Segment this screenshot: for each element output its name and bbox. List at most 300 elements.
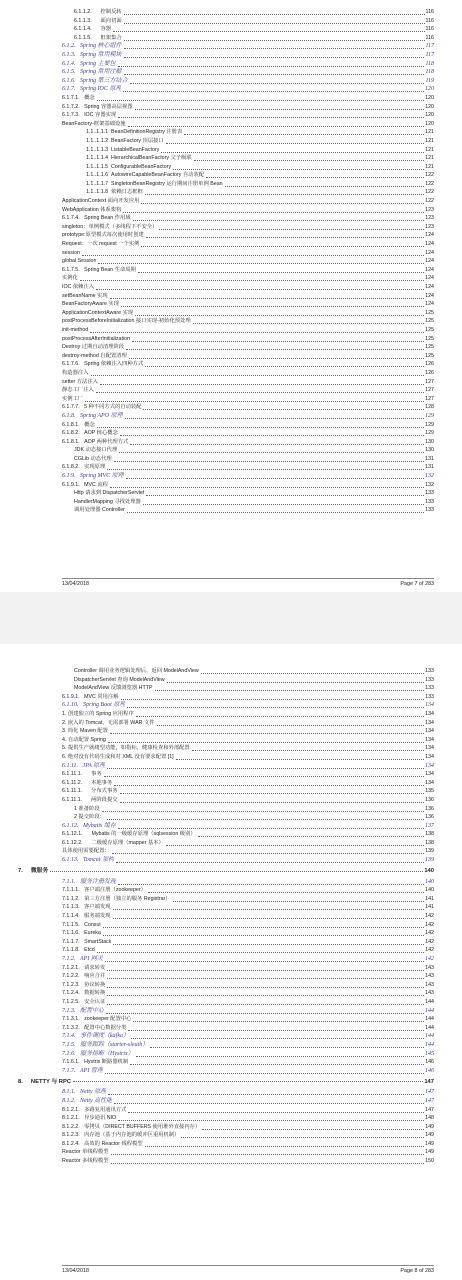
footer-date: 13/04/2018	[62, 1268, 89, 1274]
toc-entry-page: 134	[425, 719, 434, 726]
toc-entry-page: 123	[425, 223, 434, 230]
toc-entry[interactable]	[74, 17, 434, 26]
toc-entry-page: 120	[425, 112, 434, 119]
toc-entry[interactable]	[62, 886, 434, 895]
toc-entry-title: 5. 提供生产就绪型功能，如指标，健康检查和外部配置	[62, 745, 190, 752]
dot-leader	[97, 100, 424, 101]
toc-entry-title: 1. 创建独立的 Spring 应用程序	[62, 710, 134, 717]
toc-entry[interactable]	[62, 878, 434, 887]
dot-leader	[161, 152, 424, 153]
toc-entry[interactable]	[62, 412, 434, 421]
dot-leader	[130, 1064, 424, 1065]
toc-entry[interactable]	[62, 335, 434, 344]
dot-leader	[110, 298, 425, 299]
toc-entry-page: 147	[425, 1089, 434, 1096]
toc-entry[interactable]	[62, 386, 434, 395]
dot-leader	[112, 853, 424, 854]
toc-entry[interactable]	[62, 938, 434, 947]
toc-entry[interactable]	[62, 326, 434, 335]
dot-leader	[106, 1013, 424, 1014]
toc-entry[interactable]	[62, 223, 434, 232]
toc-entry[interactable]	[62, 257, 434, 266]
toc-entry-page: 118	[425, 69, 434, 76]
toc-entry-page: 134	[425, 771, 434, 778]
toc-entry-title: 6.1.7.7. 5 种不同方式的自动装配	[62, 404, 142, 411]
toc-entry-page: 124	[425, 292, 434, 299]
toc-entry-page: 138	[425, 831, 434, 838]
toc-entry-title: destroy-method 自配置清理	[62, 352, 127, 359]
toc-entry[interactable]	[62, 796, 434, 805]
toc-entry-title: 7.1.1.7. SmartStack	[62, 938, 112, 945]
toc-entry[interactable]	[62, 51, 434, 60]
toc-entry-page: 120	[425, 103, 434, 110]
toc-entry-page: 120	[425, 120, 434, 127]
dot-leader	[107, 995, 424, 996]
dot-leader	[96, 392, 424, 393]
toc-entry-title: 6.1.8.2. AOP 核心概念	[62, 430, 118, 437]
dot-leader	[206, 177, 424, 178]
dot-leader	[145, 194, 424, 195]
toc-entry-title: 6.1.6. Spring 第三方结合	[62, 77, 128, 84]
toc-entry-page: 121	[425, 146, 434, 153]
toc-entry-page: 124	[425, 275, 434, 282]
toc-entry-page: 142	[425, 930, 434, 937]
toc-entry[interactable]	[62, 240, 434, 249]
toc-entry-title: 7.1.2.2. 响应合并	[62, 973, 106, 980]
toc-entry-title: 6.1.5. Spring 常用注解	[62, 69, 122, 76]
toc-entry[interactable]	[62, 1015, 434, 1024]
toc-entry[interactable]	[62, 395, 434, 404]
toc-entry-page: 131	[425, 455, 434, 462]
toc-entry-title: 6.1.2. Spring 核心组件	[62, 43, 122, 50]
toc-entry[interactable]	[62, 206, 434, 215]
toc-entry[interactable]	[62, 1088, 434, 1097]
toc-entry-title: 1.1..1.1.3 ListableBeanFactory	[86, 146, 160, 153]
toc-entry[interactable]	[62, 753, 434, 762]
dot-leader	[146, 495, 424, 496]
dot-leader	[127, 707, 424, 708]
toc-entry-title: 6.1.1.3. 面向切面	[74, 17, 122, 24]
toc-entry[interactable]	[62, 822, 434, 831]
toc-entry-page: 141	[425, 904, 434, 911]
toc-entry[interactable]	[74, 25, 434, 34]
toc-entry-page: 133	[425, 490, 434, 497]
dot-leader	[107, 1004, 424, 1005]
toc-entry-title: 6.1.11.1. 两阶段提交	[62, 796, 118, 803]
toc-entry-title: 7.1.5. 服务跟踪（starter-sleuth）	[62, 1041, 149, 1048]
toc-entry[interactable]	[86, 137, 434, 146]
toc-entry[interactable]	[62, 266, 434, 275]
dot-leader	[202, 1129, 424, 1130]
toc-entry[interactable]	[62, 94, 434, 103]
toc-entry-page: 145	[425, 1050, 434, 1057]
toc-entry-title: postProcessAfterInitialization	[62, 335, 131, 342]
toc-entry-page: 122	[425, 198, 434, 205]
toc-entry[interactable]	[62, 972, 434, 981]
toc-entry[interactable]	[62, 343, 434, 352]
dot-leader	[123, 212, 424, 213]
toc-entry-title: 7.1.3. 配置中心	[62, 1007, 105, 1014]
toc-entry-title: 6.1.8.2. 实现原理	[62, 464, 106, 471]
toc-entry[interactable]	[62, 998, 434, 1007]
toc-entry-page: 134	[425, 736, 434, 743]
toc-entry[interactable]	[18, 1075, 434, 1088]
toc-entry-page: 142	[425, 913, 434, 920]
toc-entry[interactable]	[74, 506, 434, 515]
toc-entry[interactable]	[62, 770, 434, 779]
document-page-7	[0, 0, 462, 592]
toc-entry[interactable]	[62, 1097, 434, 1106]
toc-entry[interactable]	[86, 163, 434, 172]
toc-entry[interactable]	[18, 865, 434, 878]
toc-entry[interactable]	[62, 847, 434, 856]
toc-entry-title: 1.1..1.1.1 BeanDefinitionRegistry 注册表	[86, 129, 183, 136]
toc-entry-page: 139	[425, 848, 434, 855]
toc-entry[interactable]	[62, 903, 434, 912]
toc-entry[interactable]	[62, 946, 434, 955]
toc-entry-page: 133	[425, 498, 434, 505]
toc-entry[interactable]	[74, 446, 434, 455]
toc-entry-title: 6.1.1.2. 控制反转	[74, 9, 122, 15]
toc-entry[interactable]	[62, 693, 434, 702]
toc-entry[interactable]	[62, 1007, 434, 1016]
toc-entry-page: 125	[425, 309, 434, 316]
toc-entry[interactable]	[62, 895, 434, 904]
dot-leader	[167, 682, 425, 683]
toc-entry-title: BeanFactoryAware 实现	[62, 301, 120, 308]
dot-leader	[107, 819, 424, 820]
dot-leader	[131, 1038, 424, 1039]
toc-entry-title: 8.1.2.1. 多路复用通讯方式	[62, 1106, 127, 1113]
toc-entry-title: 调用处理器 Controller	[74, 507, 125, 514]
toc-entry-page: 127	[425, 378, 434, 385]
toc-entry-page: 132	[425, 473, 434, 480]
toc-entry[interactable]	[62, 1114, 434, 1123]
toc-entry-page: 135	[425, 788, 434, 795]
dot-leader	[129, 358, 424, 359]
toc-entry-page: 125	[425, 335, 434, 342]
toc-entry[interactable]	[86, 128, 434, 137]
toc-entry-page: 134	[425, 710, 434, 717]
toc-entry[interactable]	[86, 146, 434, 155]
toc-entry-page: 147	[424, 1078, 434, 1085]
toc-entry-title: 6.1.13. Tomcat 架构	[62, 857, 114, 864]
toc-entry-page: 134	[425, 702, 434, 709]
toc-entry[interactable]	[62, 981, 434, 990]
dot-leader	[157, 725, 425, 726]
toc-entry-page: 127	[425, 387, 434, 394]
dot-leader	[113, 909, 425, 910]
toc-entry-title: 7.1.2.4. 数据转换	[62, 990, 106, 997]
toc-entry[interactable]	[74, 684, 434, 693]
dot-leader	[121, 699, 425, 700]
toc-entry[interactable]	[62, 762, 434, 771]
toc-entry[interactable]	[62, 472, 434, 481]
toc-entry[interactable]	[86, 154, 434, 163]
toc-entry-title: 7. 微服务	[18, 867, 49, 874]
toc-entry[interactable]	[62, 1050, 434, 1059]
toc-list	[62, 8, 434, 515]
toc-entry[interactable]	[62, 1140, 434, 1149]
toc-entry[interactable]	[62, 1041, 434, 1050]
toc-entry[interactable]	[62, 120, 434, 129]
toc-entry-title: 实例工厂	[62, 395, 84, 402]
toc-entry[interactable]	[62, 85, 434, 94]
toc-entry-page: 121	[425, 129, 434, 136]
toc-entry-title: 2 提交阶段：	[74, 814, 105, 821]
toc-entry[interactable]	[62, 317, 434, 326]
toc-entry[interactable]	[62, 929, 434, 938]
dot-leader	[181, 1137, 424, 1138]
toc-entry[interactable]	[62, 429, 434, 438]
toc-entry[interactable]	[62, 964, 434, 973]
toc-entry-title: 8.1.2.3. 内存池（基于内存池的缓冲区重用机制）	[62, 1132, 180, 1139]
toc-entry[interactable]	[62, 1148, 434, 1157]
toc-entry-title: Reactor 单线程模型	[62, 1149, 109, 1156]
toc-entry[interactable]	[62, 912, 434, 921]
dot-leader	[150, 1047, 424, 1048]
toc-entry[interactable]	[62, 60, 434, 69]
dot-leader	[107, 978, 424, 979]
toc-entry[interactable]	[62, 68, 434, 77]
toc-entry-title: 6.1.7.2. Spring 容器高层视图	[62, 103, 133, 110]
toc-entry-page: 120	[425, 94, 434, 101]
toc-entry[interactable]	[74, 489, 434, 498]
dot-leader	[114, 785, 424, 786]
toc-entry[interactable]	[62, 403, 434, 412]
toc-entry-title: postProcessBeforeInitialization 接口实现-初始化预处理	[62, 318, 191, 325]
toc-entry[interactable]	[62, 438, 434, 447]
toc-entry[interactable]	[74, 455, 434, 464]
toc-entry[interactable]	[62, 463, 434, 472]
toc-entry[interactable]	[62, 421, 434, 430]
toc-entry[interactable]	[62, 719, 434, 728]
dot-leader	[135, 315, 424, 316]
dot-leader	[96, 289, 424, 290]
toc-entry-title: singleton：单例模式（多线程下不安全）	[62, 223, 158, 230]
toc-entry-title: 8.1.2.4. 高效的 Reactor 线程模型	[62, 1140, 143, 1147]
toc-entry-title: ApplicationContextAware 实现	[62, 309, 134, 316]
toc-entry-title: 6.1.10. Spring Boot 原理	[62, 702, 126, 709]
toc-entry[interactable]	[62, 42, 434, 51]
toc-entry[interactable]	[62, 779, 434, 788]
toc-entry-page: 143	[425, 990, 434, 997]
toc-entry-title: 7.1.1.6. Eureka	[62, 930, 101, 937]
toc-entry-title: 6.1.8.1. 概念	[62, 421, 95, 428]
toc-entry[interactable]	[62, 360, 434, 369]
toc-entry[interactable]	[62, 744, 434, 753]
toc-entry[interactable]	[74, 667, 434, 676]
dot-leader	[135, 109, 425, 110]
toc-entry-page: 133	[425, 693, 434, 700]
toc-entry-page: 124	[425, 232, 434, 239]
toc-entry[interactable]	[62, 283, 434, 292]
toc-entry[interactable]	[62, 727, 434, 736]
dot-leader	[113, 918, 425, 919]
toc-entry[interactable]	[62, 921, 434, 930]
dot-leader	[143, 504, 424, 505]
toc-entry[interactable]	[62, 830, 434, 839]
dot-leader	[128, 1030, 424, 1031]
toc-entry-title: Http 请求到 DispatcherServlet	[74, 490, 145, 497]
toc-entry-page: 125	[425, 352, 434, 359]
toc-entry-title: prototype:原型模式每次使用时创建	[62, 232, 144, 239]
toc-entry-page: 142	[425, 921, 434, 928]
toc-entry[interactable]	[62, 787, 434, 796]
toc-entry[interactable]	[62, 481, 434, 490]
toc-entry[interactable]	[74, 34, 434, 43]
dot-leader	[118, 828, 424, 829]
toc-entry[interactable]	[74, 8, 434, 17]
toc-entry-title: session	[62, 249, 80, 256]
toc-entry[interactable]	[62, 231, 434, 240]
toc-entry-title: 8.1.2.1. 异步通讯 NIO	[62, 1115, 117, 1122]
toc-entry[interactable]	[62, 1106, 434, 1115]
toc-entry[interactable]	[62, 249, 434, 258]
toc-entry-page: 134	[425, 762, 434, 769]
dot-leader	[105, 961, 424, 962]
dot-leader	[104, 776, 425, 777]
dot-leader	[124, 40, 425, 41]
page-footer	[62, 578, 434, 587]
dot-leader	[50, 871, 423, 872]
toc-entry-page: 125	[425, 318, 434, 325]
toc-entry-page: 124	[425, 249, 434, 256]
toc-entry-page: 143	[425, 973, 434, 980]
toc-entry-page: 147	[425, 1097, 434, 1104]
toc-entry-page: 133	[425, 685, 434, 692]
toc-entry[interactable]	[86, 180, 434, 189]
dot-leader	[107, 970, 424, 971]
dot-leader	[130, 444, 424, 445]
toc-entry-page: 132	[425, 481, 434, 488]
toc-entry[interactable]	[62, 197, 434, 206]
toc-entry[interactable]	[86, 171, 434, 180]
toc-entry-page: 116	[425, 9, 434, 15]
toc-entry-page: 118	[425, 60, 434, 67]
toc-entry-page: 117	[425, 51, 434, 58]
dot-leader	[127, 512, 424, 513]
toc-entry-title: 6.1.1.5. 框架集合	[74, 34, 122, 41]
toc-entry[interactable]	[62, 103, 434, 112]
toc-entry-title: 6.1.7.6. Spring 依赖注入四种方式	[62, 361, 144, 368]
toc-entry[interactable]	[62, 1024, 434, 1033]
toc-entry-page: 124	[425, 301, 434, 308]
toc-entry-page: 124	[425, 241, 434, 248]
toc-entry-title: 6.1.7.3. IOC 容器实现	[62, 112, 117, 119]
dot-leader	[108, 742, 424, 743]
toc-entry-page: 140	[424, 867, 434, 874]
toc-entry[interactable]	[74, 805, 434, 814]
toc-entry[interactable]	[62, 352, 434, 361]
toc-entry[interactable]	[62, 369, 434, 378]
dot-leader	[145, 1146, 425, 1147]
toc-entry-page: 116	[425, 26, 434, 33]
dot-leader	[124, 23, 425, 24]
footer-page-number: Page 8 of 283	[400, 1268, 434, 1274]
toc-entry[interactable]	[62, 1058, 434, 1067]
dot-leader	[118, 66, 425, 67]
toc-entry-page: 144	[425, 1016, 434, 1023]
toc-entry-page: 146	[425, 1059, 434, 1066]
toc-entry-title: Controller 调用业务逻辑处理后，返回 ModelAndView	[74, 668, 199, 674]
toc-entry[interactable]	[62, 1123, 434, 1132]
toc-entry[interactable]	[62, 736, 434, 745]
toc-entry-page: 125	[425, 326, 434, 333]
toc-entry[interactable]	[62, 1032, 434, 1041]
dot-leader	[225, 186, 425, 187]
toc-entry-title: 1 准备阶段	[74, 805, 100, 812]
toc-entry-page: 134	[425, 779, 434, 786]
toc-entry[interactable]	[86, 188, 434, 197]
toc-entry-title: 7.1.7. API 管理	[62, 1067, 103, 1074]
toc-entry[interactable]	[62, 1067, 434, 1076]
toc-entry[interactable]	[74, 498, 434, 507]
toc-entry-title: 6.1.11.1. 事务	[62, 771, 102, 778]
toc-entry[interactable]	[62, 77, 434, 86]
toc-entry[interactable]	[74, 676, 434, 685]
toc-entry-page: 134	[425, 728, 434, 735]
toc-entry[interactable]	[62, 309, 434, 318]
toc-entry[interactable]	[62, 701, 434, 710]
toc-entry-title: 7.1.2.1. 请求转发	[62, 964, 106, 971]
toc-entry[interactable]	[62, 378, 434, 387]
dot-leader	[103, 927, 425, 928]
toc-entry-title: setter 方法注入	[62, 378, 98, 385]
toc-entry[interactable]	[62, 955, 434, 964]
toc-entry[interactable]	[62, 300, 434, 309]
dot-leader	[176, 759, 425, 760]
toc-entry-page: 136	[425, 805, 434, 812]
toc-entry[interactable]	[62, 214, 434, 223]
toc-entry-title: 6.1.12.2. 二级缓存原理（mapper 基本）	[62, 839, 164, 846]
toc-entry-title: setBeanName 实现	[62, 292, 108, 299]
toc-entry[interactable]	[62, 989, 434, 998]
toc-entry-title: 实例化	[62, 275, 78, 282]
toc-entry-page: 130	[425, 447, 434, 454]
toc-entry-page: 150	[425, 1158, 434, 1165]
toc-entry-title: 7.1.1.4. 服务端发现	[62, 913, 111, 920]
toc-entry-title: 2. 嵌入的 Tomcat，无需部署 WAR 文件	[62, 719, 155, 726]
toc-entry[interactable]	[62, 839, 434, 848]
toc-entry-title: 7.1.6.1. Hystrix 断路器机制	[62, 1059, 129, 1066]
toc-entry[interactable]	[62, 710, 434, 719]
toc-entry-title: 6.1.12. Mybatis 缓存	[62, 822, 116, 829]
toc-entry[interactable]	[62, 111, 434, 120]
toc-entry[interactable]	[62, 1131, 434, 1140]
toc-entry-page: 144	[425, 1007, 434, 1014]
toc-entry[interactable]	[74, 813, 434, 822]
toc-entry-page: 129	[425, 430, 434, 437]
toc-entry[interactable]	[62, 1157, 434, 1166]
dot-leader	[173, 901, 425, 902]
footer-date: 13/04/2018	[62, 581, 89, 587]
toc-entry-title: 具体使用需要配置：	[62, 848, 110, 855]
dot-leader	[132, 341, 424, 342]
toc-entry-page: 148	[425, 1115, 434, 1122]
toc-entry[interactable]	[62, 274, 434, 283]
toc-entry-title: 7.1.4. 事件调度（kafka）	[62, 1033, 129, 1040]
toc-entry[interactable]	[62, 856, 434, 865]
toc-entry-title: 7.1.1.3. 客户端发现	[62, 904, 111, 911]
toc-entry-page: 149	[425, 1140, 434, 1147]
dot-leader	[91, 375, 425, 376]
toc-entry-title: 1.1..1.1.2 BeanFactory 顶层接口	[86, 137, 164, 144]
toc-entry-page: 124	[425, 258, 434, 265]
dot-leader	[126, 478, 424, 479]
toc-entry-title: 6.1.8. Spring APO 原理	[62, 412, 123, 419]
toc-entry[interactable]	[62, 292, 434, 301]
